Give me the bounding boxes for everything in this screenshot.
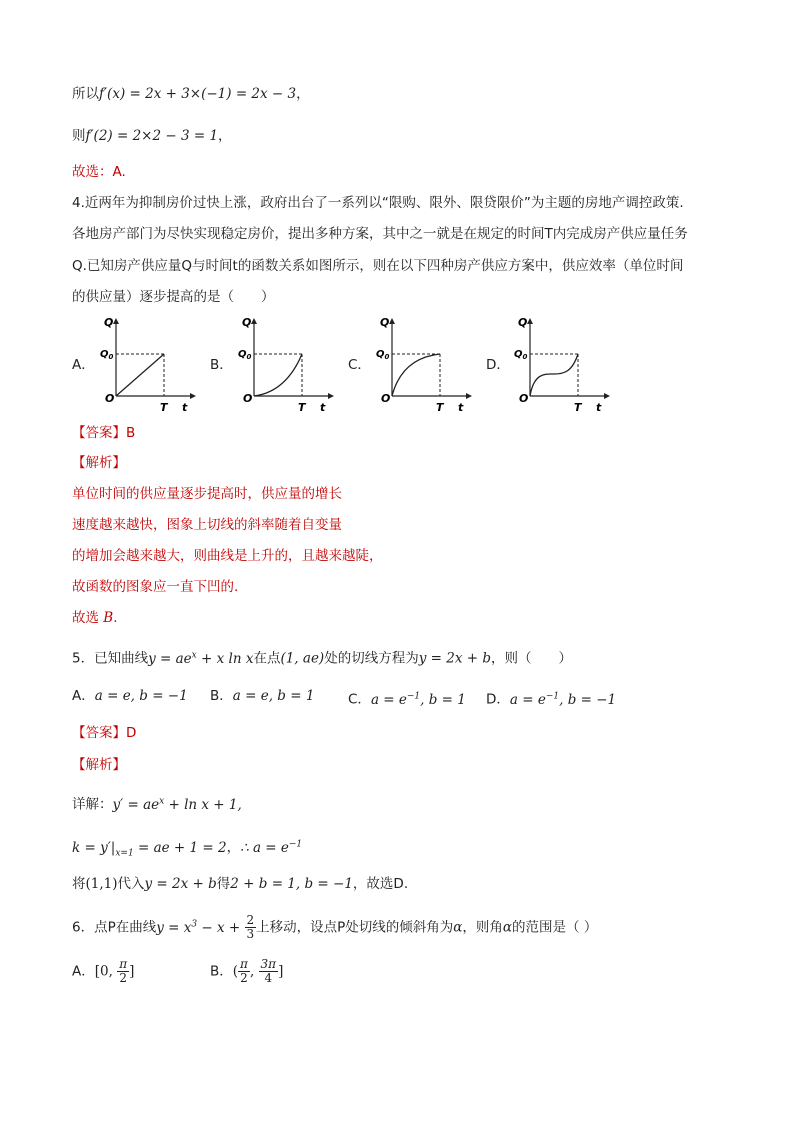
q0-label: $Q_0$ [514, 349, 528, 361]
q4-stem-2: 各地房产部门为尽快实现稳定房价，提出多种方案，其中之一就是在规定的时间T内完成房产供应量任务 [72, 226, 688, 242]
text: 所以 [72, 86, 99, 102]
q4-analysis-3: 的增加会越来越大，则曲线是上升的，且越来越陡， [72, 548, 383, 564]
graph-a [96, 314, 196, 414]
text: 处的切线方程为 [324, 650, 419, 667]
formula: f′(x) = 2x + 3×(−1) = 2x − 3 [99, 86, 297, 102]
q-axis-label: Q [104, 316, 114, 329]
q6-option-a: A．[0, $\frac{\pi}{2}$ ] [72, 957, 135, 985]
text: 5．已知曲线 [72, 650, 149, 667]
choose-a: 故选：A. [72, 164, 126, 180]
q4-stem-4: 的供应量）逐步提高的是（ ） [72, 289, 275, 305]
q5-option-d: D．$a = e^{-1}$, b = −1 [486, 691, 617, 708]
q5-detail-line: 详解：$y' = ae^x + \ln x + 1$, [72, 796, 242, 813]
option-b-label: B． [210, 357, 233, 373]
t-axis-label: t [458, 401, 464, 414]
q4-choose [72, 608, 118, 628]
origin-label: O [243, 392, 253, 405]
text: . [113, 610, 118, 626]
q0-label: $Q_0$ [238, 349, 252, 361]
graph-c [372, 314, 472, 414]
q5-k-line: $k = y'|_{x=1}$ = ae + 1 = 2，∴ $a = e^{-1}$ [72, 839, 303, 859]
q4-stem-3: Q.已知房产供应量Q与时间t的函数关系如图所示，则在以下四种房产供应方案中，供应效率（单位时间 [72, 258, 684, 274]
graph-d [510, 314, 610, 414]
t-cap-label: T [160, 401, 168, 414]
q5-option-c: C．$a = e^{-1}$, b = 1 [348, 691, 466, 708]
origin-label: O [519, 392, 529, 405]
q4-analysis-2: 速度越来越快，图象上切线的斜率随着自变量 [72, 517, 342, 533]
q0-label: $Q_0$ [100, 349, 114, 361]
origin-label: O [105, 392, 115, 405]
q5-stem [72, 645, 572, 669]
q5-option-b: B．a = e, b = 1 [210, 688, 315, 704]
t-cap-label: T [574, 401, 582, 414]
choice-letter: B [103, 610, 114, 626]
q-axis-label: Q [518, 316, 528, 329]
option-a-label: A． [72, 357, 95, 373]
q-axis-label: Q [242, 316, 252, 329]
text: ， [218, 128, 232, 144]
q6-option-b: B．( $\frac{\pi}{2}$ , $\frac{3\pi}{4}$ ] [210, 957, 284, 985]
origin-label: O [381, 392, 391, 405]
graph-b [234, 314, 334, 414]
q4-analysis-1: 单位时间的供应量逐步提高时，供应量的增长 [72, 486, 342, 502]
q4-analysis-title: 【解析】 [72, 455, 126, 471]
q4-answer: 【答案】B [72, 425, 136, 441]
curve-formula: $y = ae^x + x$ ln x [148, 650, 254, 667]
option-d-label: D． [486, 357, 510, 373]
solution-line-2 [72, 126, 232, 146]
text: 则 [72, 128, 86, 144]
q4-analysis-4: 故函数的图象应一直下凹的. [72, 579, 239, 595]
point: (1, ae) [280, 650, 325, 667]
solution-line-1 [72, 84, 310, 104]
text: ， [296, 86, 310, 102]
q5-option-a: A．a = e, b = −1 [72, 688, 188, 704]
t-axis-label: t [182, 401, 188, 414]
tangent-formula: y = 2x + b [418, 650, 491, 667]
q5-sub-line: 将(1,1)代入y = 2x + b得2 + b = 1, b = −1，故选D. [72, 876, 409, 892]
text: 在点 [253, 650, 281, 667]
text: ，则（ ） [490, 650, 572, 667]
q-axis-label: Q [380, 316, 390, 329]
q6-stem: 6．点P在曲线$y = x^3 - x$ + $\frac{2}{3}$ 上移动，设点P处切线的倾斜角为α，则角α的范围是（ ） [72, 913, 598, 941]
option-c-label: C． [348, 357, 371, 373]
formula: f′(2) = 2×2 − 3 = 1 [85, 128, 219, 144]
t-axis-label: t [320, 401, 326, 414]
t-cap-label: T [436, 401, 444, 414]
text: 故选 [72, 610, 104, 626]
fraction-two-thirds: $\frac{2}{3}$ [246, 913, 255, 941]
q0-label: $Q_0$ [376, 349, 390, 361]
q5-answer: 【答案】D [72, 725, 137, 741]
t-axis-label: t [596, 401, 602, 414]
q4-stem-1: 4.近两年为抑制房价过快上涨，政府出台了一系列以“限购、限外、限贷限价”为主题的房地产调控政策. [72, 195, 684, 211]
q5-analysis-title: 【解析】 [72, 757, 126, 773]
t-cap-label: T [298, 401, 306, 414]
